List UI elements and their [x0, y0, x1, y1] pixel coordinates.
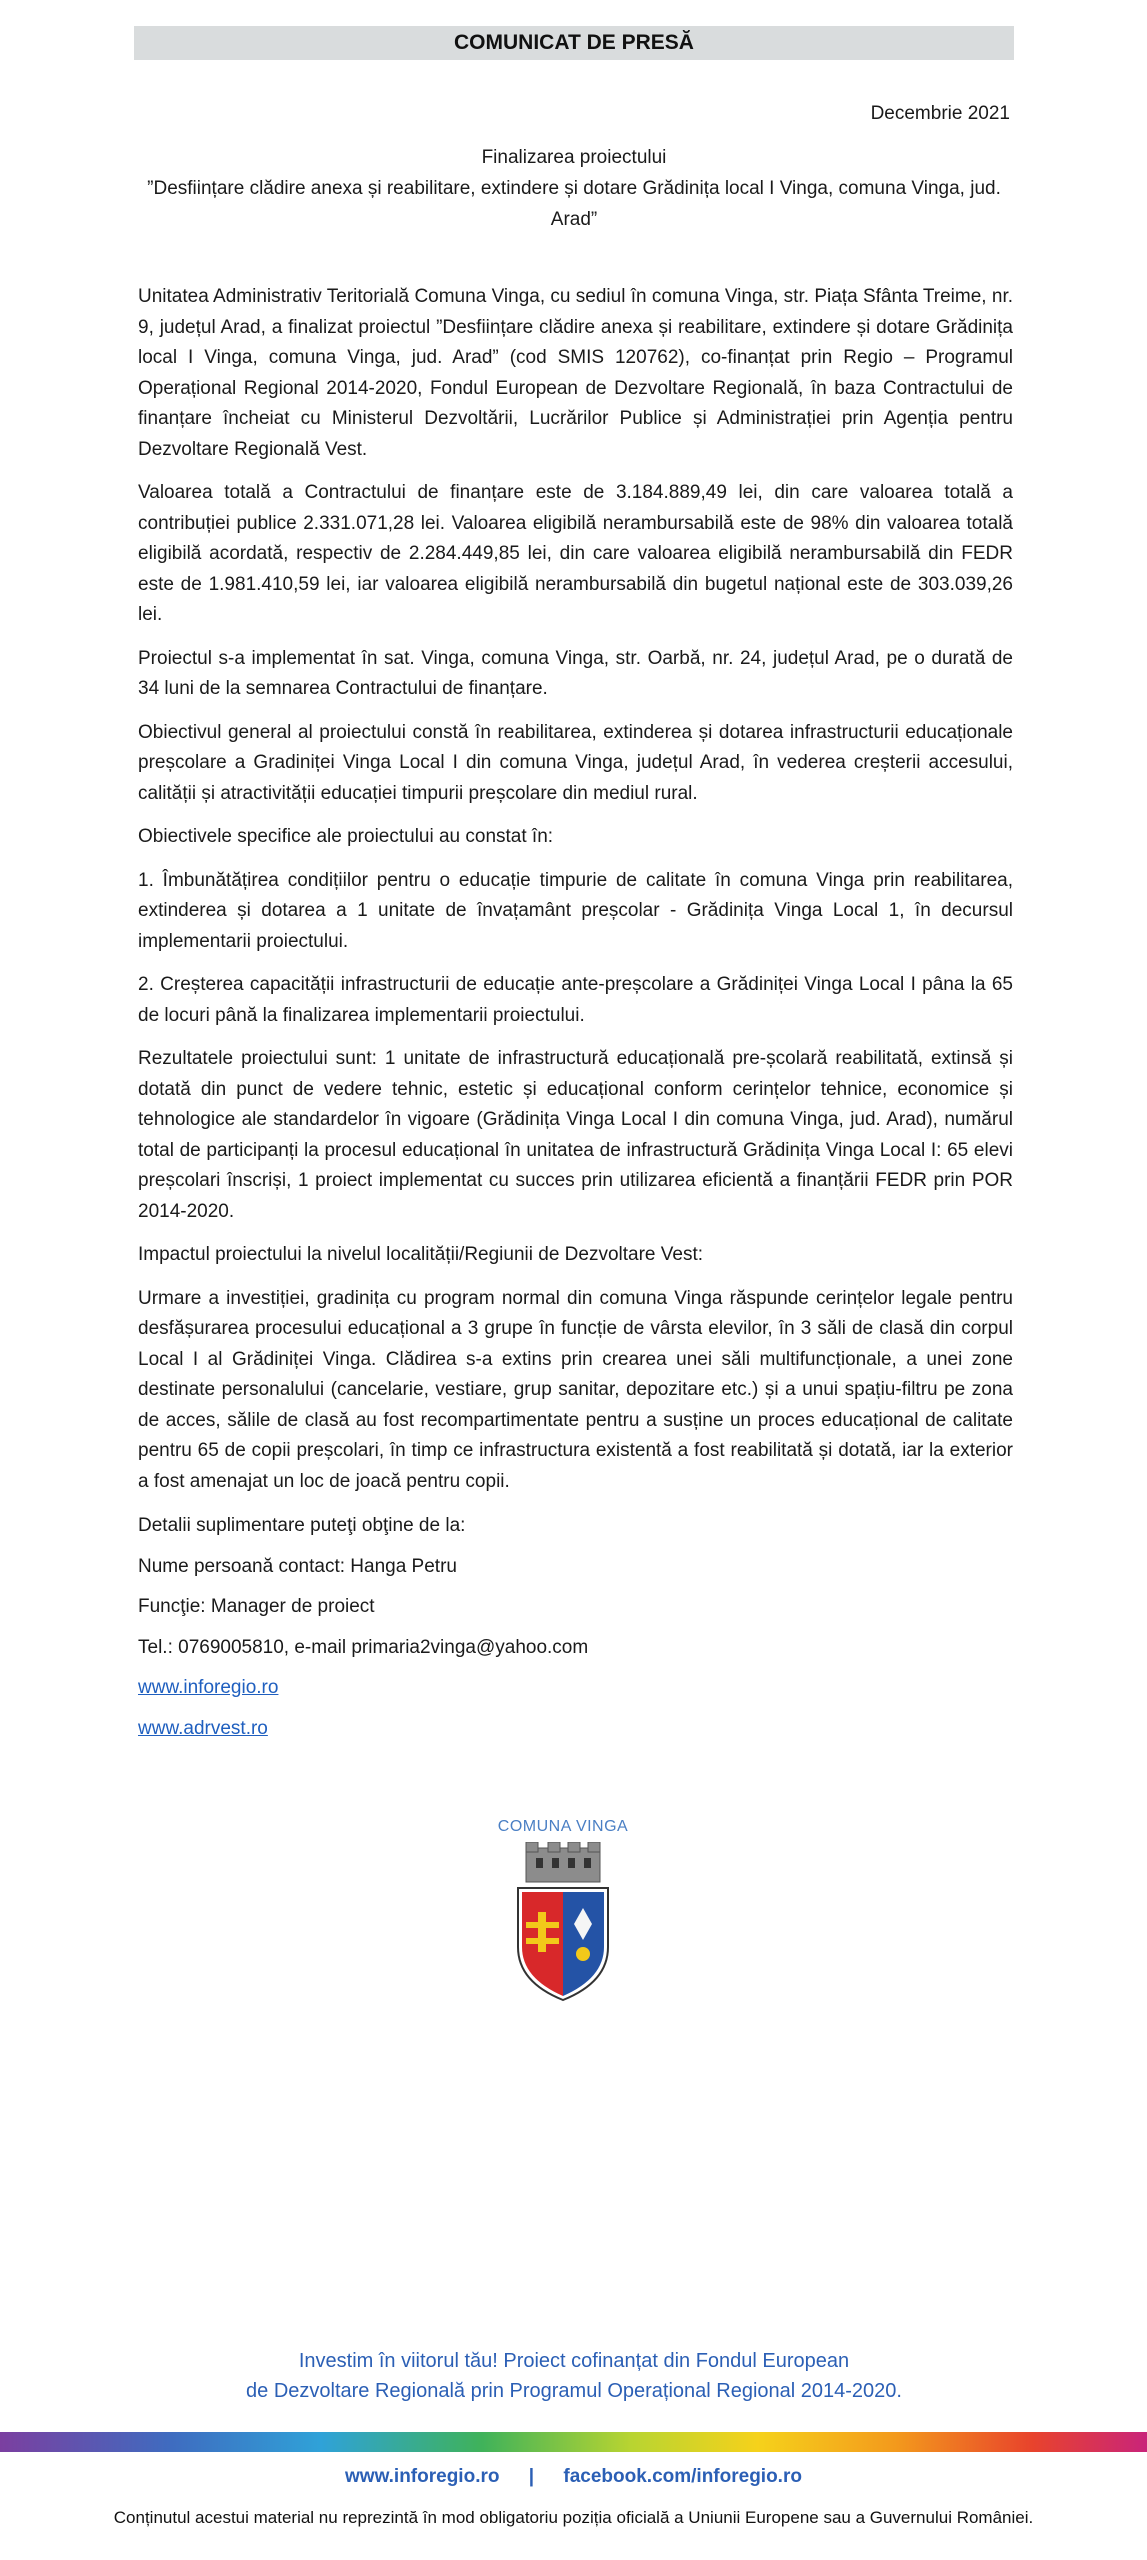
footer-inforegio-link[interactable]: www.inforegio.ro	[345, 2466, 500, 2487]
paragraph-value: Valoarea totală a Contractului de finanțare este de 3.184.889,49 lei, din care valoarea totală a contribuției publice 2.331.071,28 lei. Valoarea eligibilă nerambursabilă este de 98% din valoarea totală eligibilă acordată, respectiv de 2.284.449,85 lei, din care valoarea eligibilă nerambursabilă din FEDR este de 1.981.410,59 lei, iar valoarea eligibilă nerambursabilă din bugetul național este de 303.039,26 lei.	[138, 482, 1013, 625]
footer-facebook-link[interactable]: facebook.com/inforegio.ro	[563, 2466, 802, 2487]
slogan-line1: Investim în viitorul tău! Proiect cofinanțat din Fondul European	[298, 2350, 850, 2372]
rainbow-divider	[0, 2432, 1147, 2452]
paragraph-general-objective: Obiectivul general al proiectului constă în reabilitarea, extinderea și dotarea infrastructurii educaționale preșcolare a Gradiniței Vinga Local I din comuna Vinga, județul Arad, în vederea creșterii accesului, calității și atractivității educației timpurii preșcolare din mediul rural.	[138, 721, 1013, 804]
paragraph-objective-1: 1. Îmbunătățirea condițiilor pentru o educație timpurie de calitate în comuna Vinga prin reabilitarea, extinderea și dotarea a 1 unitate de învațamânt preșcolar - Grădinița Vinga Local 1, în decursul implementarii proiectului.	[138, 869, 1013, 952]
paragraph-specific-objectives-heading: Obiectivele specifice ale proiectului au constat în:	[138, 826, 554, 847]
footer-disclaimer: Conținutul acestui material nu reprezintă în mod obligatoriu poziția oficială a Uniunii Europene sau a Guvernului României.	[113, 2508, 1034, 2527]
contact-role: Funcţie: Manager de proiect	[138, 1596, 375, 1617]
paragraph-impact-heading: Impactul proiectului la nivelul localității/Regiunii de Dezvoltare Vest:	[138, 1244, 704, 1265]
logo-caption: COMUNA VINGA	[497, 1818, 629, 1835]
vinga-coat-of-arms-icon	[508, 1842, 618, 2002]
paragraph-location: Proiectul s-a implementat în sat. Vinga, comuna Vinga, str. Oarbă, nr. 24, județul Arad, pe o durată de 34 luni de la semnarea Contractului de finanțare.	[138, 647, 1013, 699]
inforegio-link[interactable]: www.inforegio.ro	[138, 1677, 279, 1698]
contact-intro: Detalii suplimentare puteţi obţine de la:	[138, 1515, 466, 1536]
adrvest-link[interactable]: www.adrvest.ro	[138, 1717, 268, 1739]
project-title	[134, 142, 1014, 235]
press-release-body	[138, 282, 1013, 1510]
footer-separator: |	[528, 2466, 535, 2487]
vinga-logo	[473, 1818, 653, 2007]
project-title-line2: ”Desființare clădire anexa și reabilitare, extindere și dotare Grădinița local I Vinga, comuna Vinga, jud. Arad”	[147, 178, 1001, 230]
contact-phone-email: Tel.: 0769005810, e-mail primaria2vinga@yahoo.com	[138, 1636, 589, 1658]
paragraph-impact: Urmare a investiției, gradinița cu program normal din comuna Vinga răspunde cerințelor legale pentru desfășurarea procesului educațional a 3 grupe în funcție de vârsta elevilor, în 3 săli de clasă din corpul Local I al Grădiniței Vinga. Clădirea s-a extins prin crearea unei săli multifuncționale, a unei zone destinate personalului (cancelarie, vestiare, grup sanitar, depozitare etc.) și a unui spațiu-filtru pe zona de acces, sălile de clasă au fost recompartimentate pentru a susține un proces educațional de calitate pentru 65 de copii preșcolari, în timp ce infrastructura existentă a fost reabilitată și dotată, iar la exterior a fost amenajat un loc de joacă pentru copii.	[138, 1287, 1013, 1492]
release-date: Decembrie 2021	[870, 103, 1010, 124]
paragraph-objective-2: 2. Creșterea capacității infrastructurii de educație ante-preșcolare a Grădiniței Vinga Local I pâna la 65 de locuri până la finalizarea implementarii proiectului.	[138, 974, 1013, 1026]
project-title-line1: Finalizarea proiectului	[481, 147, 667, 168]
contact-person: Nume persoană contact: Hanga Petru	[138, 1555, 457, 1577]
slogan-line2: de Dezvoltare Regională prin Programul Operațional Regional 2014-2020.	[246, 2380, 902, 2402]
paragraph-intro: Unitatea Administrativ Teritorială Comuna Vinga, cu sediul în comuna Vinga, str. Piața Sfânta Treime, nr. 9, județul Arad, a finalizat proiectul ”Desființare clădire anexa și reabilitare, extindere și dotare Grădinița local I Vinga, comuna Vinga, jud. Arad” (cod SMIS 120762), co-finanțat prin Regio – Programul Operațional Regional 2014-2020, Fondul European de Dezvoltare Regională, în baza Contractului de finanțare încheiat cu Ministerul Dezvoltării, Lucrărilor Publice și Administrației prin Agenția pentru Dezvoltare Regională Vest.	[138, 286, 1013, 460]
footer-links	[0, 2466, 1147, 2488]
footer-slogan	[134, 2346, 1014, 2406]
header-title: COMUNICAT DE PRESĂ	[454, 31, 694, 54]
press-release-header	[134, 26, 1014, 60]
paragraph-results: Rezultatele proiectului sunt: 1 unitate de infrastructură educațională pre-școlară reabilitată, extinsă și dotată din punct de vedere tehnic, estetic și educațional conform cerințelor tehnice, economice și tehnologice ale standardelor în vigoare (Grădinița Vinga Local I din comuna Vinga, jud. Arad), numărul total de participanți la procesul educațional în unitatea de infrastructură Grădinița Vinga Local I: 65 elevi preșcolari înscriși, 1 proiect implementat cu succes prin utilizarea eficientă a finanțării FEDR prin POR 2014-2020.	[138, 1048, 1013, 1222]
contact-section	[138, 1514, 1013, 1757]
